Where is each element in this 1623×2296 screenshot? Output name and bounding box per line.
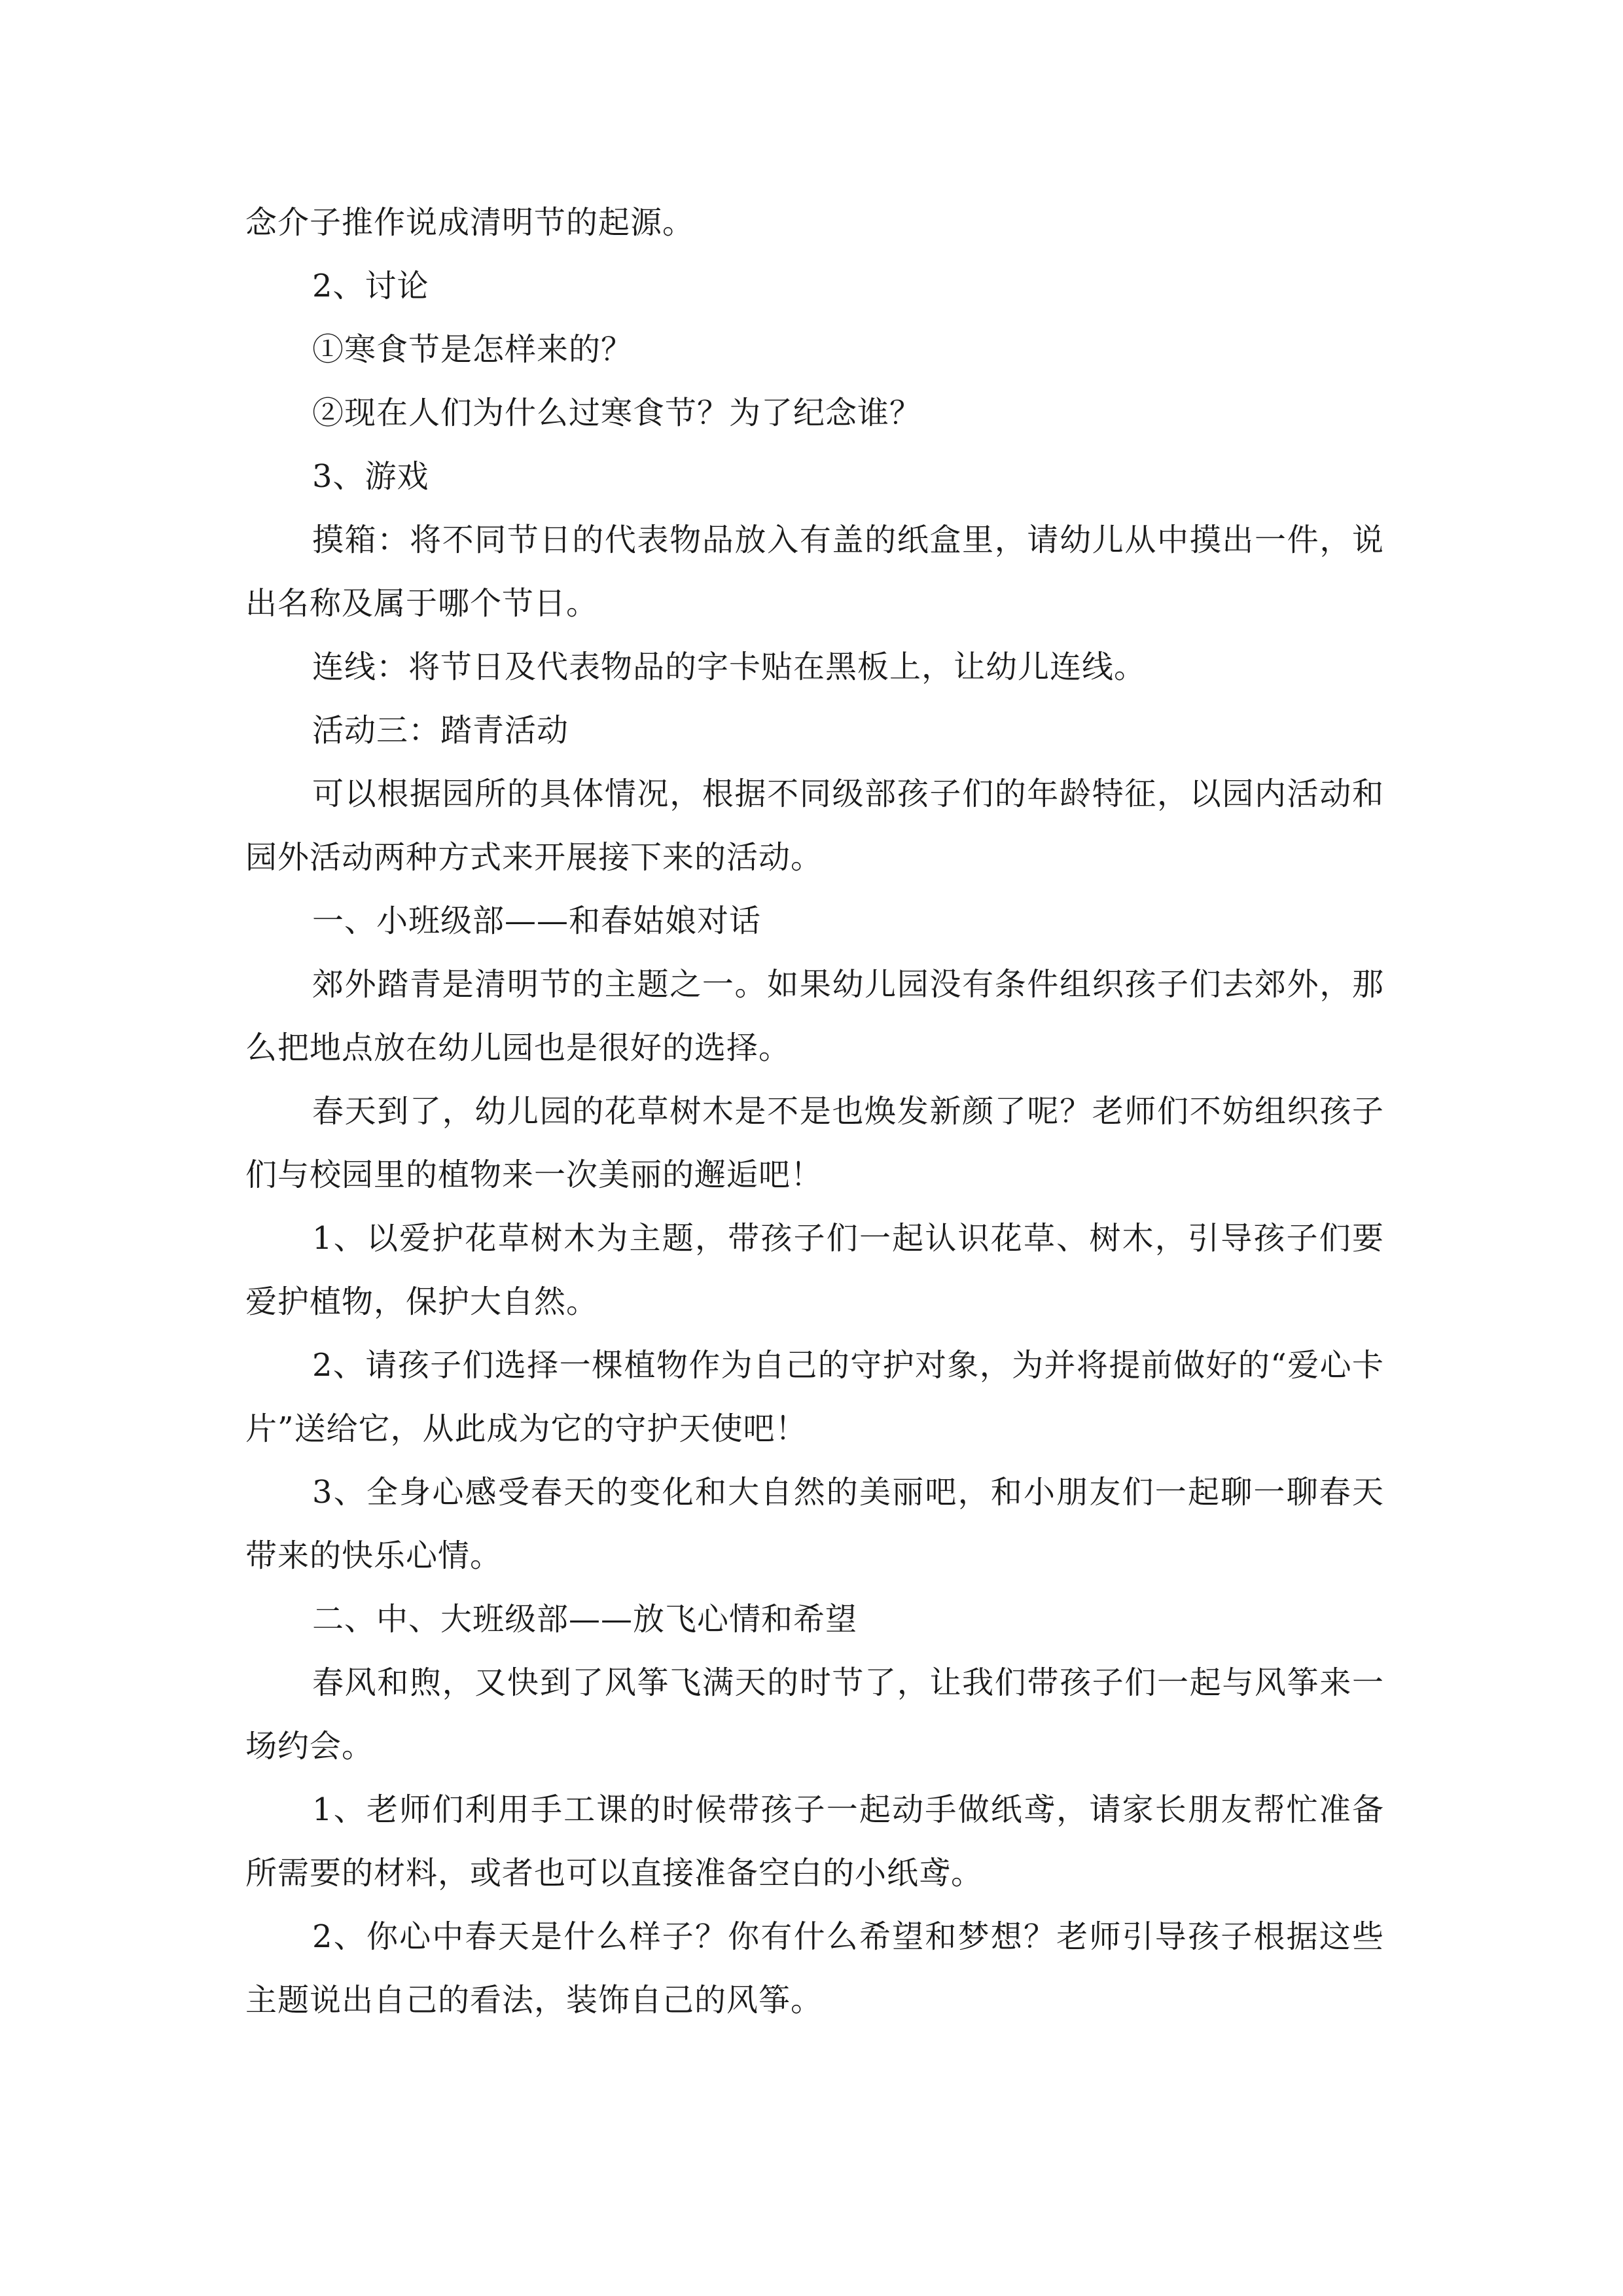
question-2: ②现在人们为什么过寒食节？为了纪念谁？ (312, 395, 922, 431)
heading-game: 3、游戏 (312, 458, 429, 495)
paragraph-1: 念介子推作说成清明节的起源。 (245, 204, 695, 241)
list-item-1: 1、以爱护花草树木为主题，带孩子们一起认识花草、树木，引导孩子们要爱护植物，保护大自然。 (245, 1220, 1384, 1320)
list-item-kite-2: 2、你心中春天是什么样子？你有什么希望和梦想？老师引导孩子根据这些主题说出自己的看法，装饰自己的风筝。 (245, 1918, 1384, 2018)
paragraph-spring: 春天到了，幼儿园的花草树木是不是也焕发新颜了呢？老师们不妨组织孩子们与校园里的植物来一次美丽的邂逅吧！ (245, 1093, 1384, 1193)
list-item-2: 2、请孩子们选择一棵植物作为自己的守护对象，为并将提前做好的“爱心卡片”送给它，从此成为它的守护天使吧！ (245, 1347, 1384, 1447)
heading-middle-large-class: 二、中、大班级部——放飞心情和希望 (312, 1601, 858, 1638)
list-item-kite-1: 1、老师们利用手工课的时候带孩子一起动手做纸鸢，请家长朋友帮忙准备所需要的材料，或者也可以直接准备空白的小纸鸢。 (245, 1791, 1384, 1892)
paragraph-activity-intro: 可以根据园所的具体情况，根据不同级部孩子们的年龄特征，以园内活动和园外活动两种方式来开展接下来的活动。 (245, 776, 1384, 876)
question-1: ①寒食节是怎样来的？ (312, 331, 633, 368)
list-item-3: 3、全身心感受春天的变化和大自然的美丽吧，和小朋友们一起聊一聊春天带来的快乐心情。 (245, 1474, 1384, 1574)
paragraph-matching: 连线：将节日及代表物品的字卡贴在黑板上，让幼儿连线。 (312, 649, 1147, 685)
paragraph-kite: 春风和煦，又快到了风筝飞满天的时节了，让我们带孩子们一起与风筝来一场约会。 (245, 1664, 1384, 1765)
heading-activity-3: 活动三：踏青活动 (312, 712, 569, 749)
paragraph-outing: 郊外踏青是清明节的主题之一。如果幼儿园没有条件组织孩子们去郊外，那么把地点放在幼儿园也是很好的选择。 (245, 966, 1384, 1066)
document-body (245, 191, 1384, 2032)
heading-discussion: 2、讨论 (312, 268, 429, 304)
paragraph-touch-box: 摸箱：将不同节日的代表物品放入有盖的纸盒里，请幼儿从中摸出一件，说出名称及属于哪个节日。 (245, 522, 1384, 622)
heading-small-class: 一、小班级部——和春姑娘对话 (312, 903, 762, 939)
